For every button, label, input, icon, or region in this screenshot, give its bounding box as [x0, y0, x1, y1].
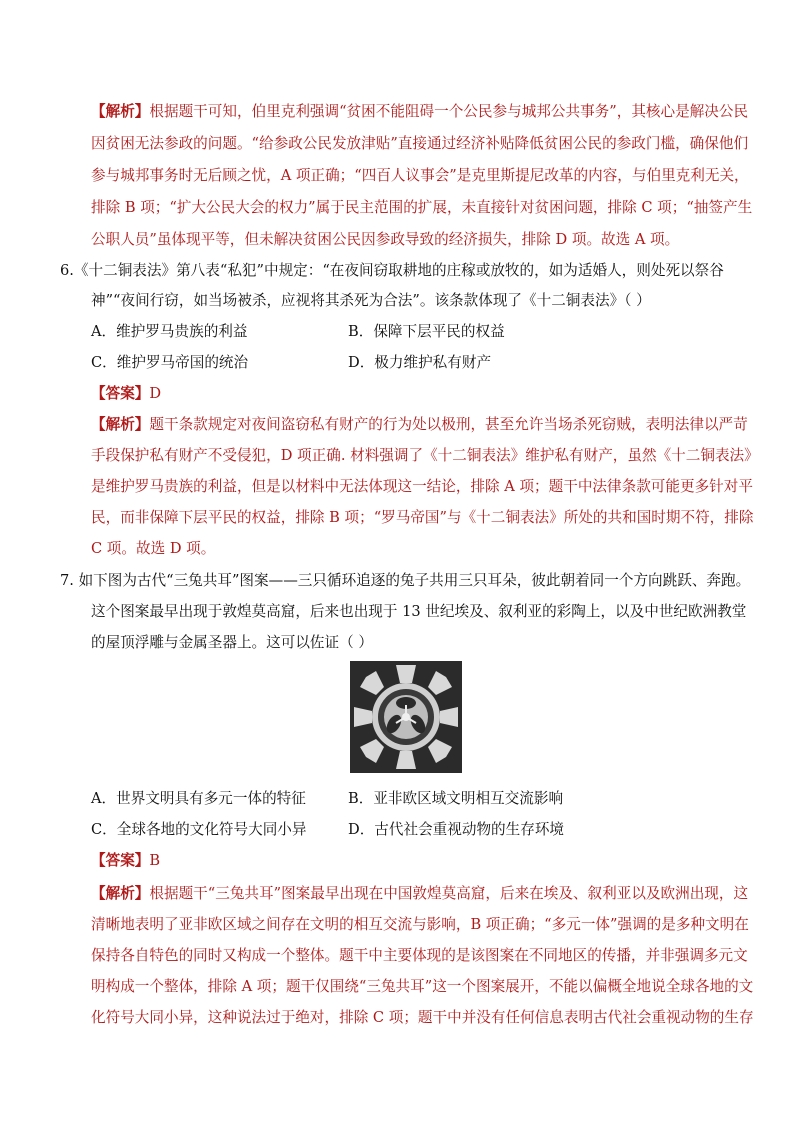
q7-option-c: C．全球各地的文化符号大同小异 — [91, 821, 307, 838]
q7-stem-line-2: 这个图案最早出现于敦煌莫高窟，后来也出现于 13 世纪埃及、叙利亚的彩陶上，以及中世纪欧洲教堂 — [91, 603, 747, 620]
q6-analysis-line-4: 民，而非保障下层平民的权益，排除 B 项；“罗马帝国”与《十二铜表法》所处的共和国时期不符，排除 — [91, 509, 754, 526]
q7-option-d: D．古代社会重视动物的生存环境 — [348, 821, 565, 838]
q7-stem-line-3: 的屋顶浮雕与金属圣器上。这可以佐证（ ） — [91, 634, 373, 651]
q6-answer — [91, 384, 161, 404]
q6-stem-line-1: 6.《十二铜表法》第八表“私犯”中规定：“在夜间窃取耕地的庄稼或放牧的，如为适婚人，则处死以祭谷 — [60, 262, 724, 279]
q5-analysis-line-1: 【解析】根据题干可知，伯里克利强调“贫困不能阻碍一个公民参与城邦公共事务”，其核心是解决公民 — [91, 103, 749, 120]
answer-tag: 【答案】 — [91, 852, 150, 869]
analysis-tag: 【解析】 — [91, 416, 150, 433]
q6-stem-line-2: 神”“夜间行窃，如当场被杀，应视将其杀死为合法”。该条款体现了《十二铜表法》（ ） — [91, 292, 651, 309]
analysis-tag: 【解析】 — [91, 885, 150, 902]
q7-analysis-line-3: 保持各自特色的同时又构成一个整体。题干中主要体现的是该图案在不同地区的传播，并非强调多元文 — [91, 947, 748, 964]
three-hares-icon — [350, 661, 462, 773]
analysis-tag: 【解析】 — [91, 103, 150, 120]
q5-analysis-line-2: 因贫困无法参政的问题。“给参政公民发放津贴”直接通过经济补贴降低贫困公民的参政门槛，确保他们 — [91, 135, 749, 152]
q7-option-b: B．亚非欧区域文明相互交流影响 — [348, 790, 564, 807]
q7-option-a: A．世界文明具有多元一体的特征 — [91, 790, 306, 807]
q6-analysis-line-5: C 项。故选 D 项。 — [91, 540, 216, 557]
q5-analysis-line-4: 排除 B 项；“扩大公民大会的权力”属于民主范围的扩展，未直接针对贫困问题，排除 C 项；“抽签产生 — [91, 199, 753, 216]
q6-option-a: A．维护罗马贵族的利益 — [91, 323, 248, 340]
q7-analysis-line-4: 明构成一个整体，排除 A 项；题干仅围绕“三兔共耳”这一个图案展开，不能以偏概全地说全球各地的文 — [91, 978, 754, 995]
three-hares-image — [350, 661, 462, 773]
q6-option-b: B．保障下层平民的权益 — [348, 323, 505, 340]
q6-analysis-line-3: 是维护罗马贵族的利益，但是以材料中无法体现这一结论，排除 A 项；题干中法律条款可能更多针对平 — [91, 478, 753, 495]
answer-tag: 【答案】 — [91, 385, 150, 402]
q6-analysis-line-2: 手段保护私有财产不受侵犯，D 项正确. 材料强调了《十二铜表法》维护私有财产，虽然《十二铜表法》 — [91, 447, 759, 464]
q5-analysis-line-5: 公职人员”虽体现平等，但未解决贫困公民因参政导致的经济损失，排除 D 项。故选 A 项。 — [91, 231, 680, 248]
q7-answer-value: B — [149, 852, 161, 869]
q5-analysis-line-3: 参与城邦事务时无后顾之忧，A 项正确；“四百人议事会”是克里斯提尼改革的内容，与伯里克利无关， — [91, 167, 749, 184]
q7-answer — [91, 851, 160, 871]
q7-stem-line-1: 7. 如下图为古代“三兔共耳”图案——三只循环追逐的兔子共用三只耳朵，彼此朝着同一个方向跳跃、奔跑。 — [60, 572, 751, 589]
q6-option-c: C．维护罗马帝国的统治 — [91, 354, 249, 371]
q7-analysis-line-5: 化符号大同小异，这种说法过于绝对，排除 C 项；题干中并没有任何信息表明古代社会重视动物的生存 — [91, 1009, 754, 1026]
q7-analysis-line-2: 清晰地表明了亚非欧区域之间存在文明的相互交流与影响，B 项正确；“多元一体”强调的是多种文明在 — [91, 916, 749, 933]
q6-answer-value: D — [149, 385, 162, 402]
q7-analysis-line-1: 【解析】根据题干“三兔共耳”图案最早出现在中国敦煌莫高窟，后来在埃及、叙利亚以及欧洲出现，这 — [91, 885, 749, 902]
q6-analysis-line-1: 【解析】题干条款规定对夜间盗窃私有财产的行为处以极刑，甚至允许当场杀死窃贼，表明法律以严苛 — [91, 416, 748, 433]
q6-option-d: D．极力维护私有财产 — [348, 354, 492, 371]
